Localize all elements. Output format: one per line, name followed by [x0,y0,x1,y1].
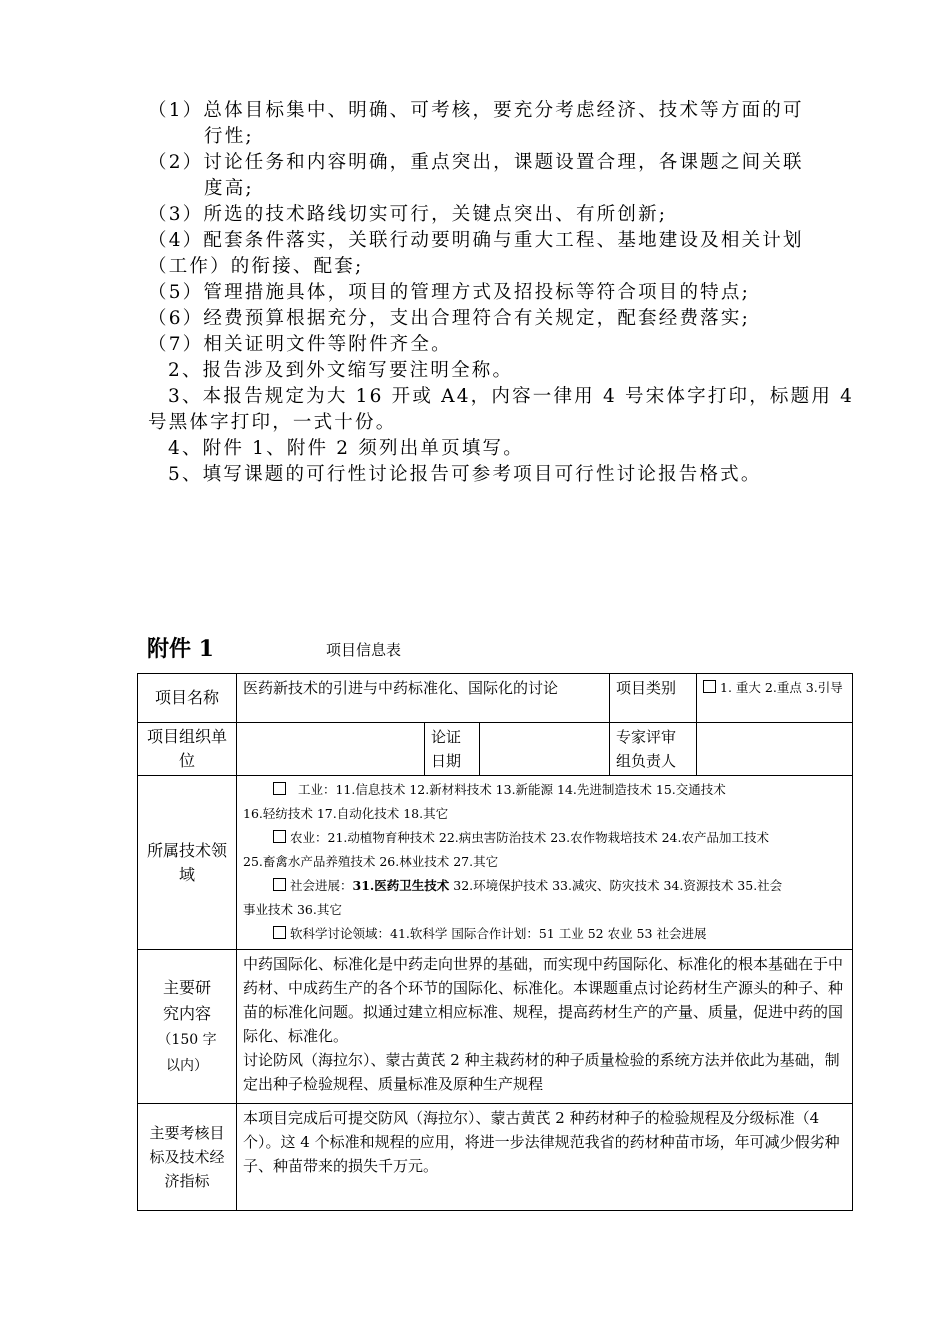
note-line: 2、报告涉及到外文缩写要注明全称。 [168,360,514,381]
research-text-1: 中药国际化、标准化是中药走向世界的基础，而实现中药国际化、标准化的根本基础在于中药材、中成药生产的各个环节的国际化、标准化。本课题重点讨论药材生产源头的种子、种苗的标准化问题。拟通过建立相应标准、规程，提高药材生产的产量、质量，促进中药的国际化、标准化。 [243,955,844,1045]
research-text-2: 讨论防风（海拉尔）、蒙古黄芪 2 种主栽药材的种子质量检验的系统方法并依此为基础，制定出种子检验规程、质量标准及原种生产规程 [243,1051,840,1093]
org-value [237,723,425,776]
note-line: 行性; [204,126,254,147]
industry-items: 11.信息技术 12.新材料技术 13.新能源 14.先进制造技术 15.交通技术 [335,782,726,797]
soft-items: 软科学讨论领域：41.软科学 国际合作计划：51 工业 52 农业 53 社会进展 [290,926,707,941]
attachment-heading: 附件 1 [147,636,214,662]
note-line: 度高; [204,178,254,199]
project-name-label: 项目名称 [138,674,237,723]
domain-industry-line [243,778,846,802]
research-label: 主要研究内容 [162,977,211,1023]
category-options [697,674,853,723]
checkbox-icon[interactable] [273,782,286,795]
note-line: 4、附件 1、附件 2 须列出单页填写。 [168,438,524,459]
checkbox-icon[interactable] [273,830,286,843]
targets-content: 本项目完成后可提交防风（海拉尔）、蒙古黄芪 2 种药材种子的检验规程及分级标准（4 个）。这 4 个标准和规程的应用，将进一步法律规范我省的药材种苗市场，年可减少假劣种子、种苗带来的损失千万元。 [237,1104,853,1211]
org-label: 项目组织单位 [138,723,237,776]
domain-industry-line-2: 16.轻纺技术 17.自动化技术 18.其它 [243,806,449,821]
category-options-text: 1. 重大 2.重点 3.引导 [720,680,843,695]
note-line: （6）经费预算根据充分，支出合理符合有关规定，配套经费落实; [148,308,751,329]
note-line: 5、填写课题的可行性讨论报告可参考项目可行性讨论报告格式。 [168,464,762,485]
domain-social-line-2: 事业技术 36.其它 [243,902,342,917]
note-line: （7）相关证明文件等附件齐全。 [148,334,452,355]
note-line: （4）配套条件落实，关联行动要明确与重大工程、基地建设及相关计划 [148,230,804,251]
domain-label: 所属技术领域 [138,776,237,950]
agri-prefix: 农业： [290,830,328,845]
domain-agri-line [243,826,846,850]
note-line: （5）管理措施具体，项目的管理方式及招投标等符合项目的特点; [148,282,751,303]
research-content [237,950,853,1104]
note-line: （2）讨论任务和内容明确，重点突出，课题设置合理，各课题之间关联 [148,152,804,173]
expert-label: 专家评审组负责人 [610,723,697,776]
requirements-notes [148,98,860,488]
checkbox-icon[interactable] [273,926,286,939]
note-line: 号黑体字打印，一式十份。 [148,412,397,433]
agri-items: 21.动植物育种技术 22.病虫害防治技术 23.农作物栽培技术 24.农产品加工技术 [327,830,769,845]
social-items: 32.环境保护技术 33.减灾、防灾技术 34.资源技术 35.社会 [449,878,783,893]
project-name-value: 医药新技术的引进与中药标准化、国际化的讨论 [237,674,610,723]
domain-soft-line [243,922,846,946]
targets-label-text: 主要考核目标及技术经济指标 [149,1124,225,1190]
research-sub-label: （150 字以内） [157,1031,217,1074]
note-line: 3、本报告规定为大 16 开或 A4，内容一律用 4 号宋体字打印，标题用 4 [168,386,855,407]
note-line: （1）总体目标集中、明确、可考核，要充分考虑经济、技术等方面的可 [148,100,804,121]
targets-label [138,1104,237,1211]
category-label: 项目类别 [610,674,697,723]
checkbox-icon[interactable] [703,680,716,693]
note-line: （工作）的衔接、配套; [148,256,364,277]
checkbox-icon[interactable] [273,878,286,891]
domain-agri-line-2: 25.畜禽水产品养殖技术 26.林业技术 27.其它 [243,854,499,869]
industry-prefix: 工业： [297,782,336,797]
date-value [480,723,610,776]
social-selected-item: 31.医药卫生技术 [352,878,450,893]
research-label-cell [138,950,237,1104]
project-info-table [137,673,853,1211]
attachment-subtitle: 项目信息表 [326,641,402,659]
note-line: （3）所选的技术路线切实可行，关键点突出、有所创新; [148,204,668,225]
date-label: 论证日期 [425,723,480,776]
domain-social-line [243,874,846,898]
social-prefix: 社会进展： [290,878,353,893]
domain-options [237,776,853,950]
expert-value [697,723,853,776]
